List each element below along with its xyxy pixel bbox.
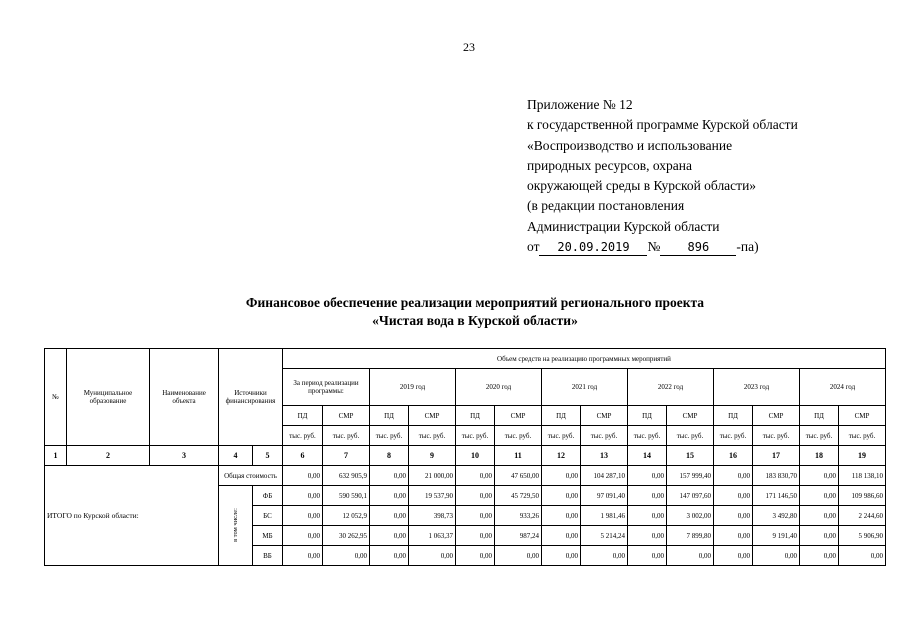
column-number: 16 — [714, 446, 753, 466]
header-unit: тыс. руб. — [628, 426, 667, 446]
value-cell: 157 999,40 — [667, 466, 714, 486]
column-number: 18 — [800, 446, 839, 466]
column-number: 7 — [323, 446, 370, 466]
table-title-line2: «Чистая вода в Курской области» — [372, 313, 578, 328]
value-cell: 0,00 — [323, 546, 370, 566]
value-cell: 118 138,10 — [839, 466, 886, 486]
appendix-line: Приложение № 12 — [527, 97, 633, 112]
column-number: 12 — [542, 446, 581, 466]
value-cell: 0,00 — [370, 506, 409, 526]
value-cell: 590 590,1 — [323, 486, 370, 506]
header-volume: Объем средств на реализацию программных мероприятий — [283, 349, 886, 369]
appendix-line: (в редакции постановления — [527, 198, 685, 214]
value-cell: 0,00 — [542, 546, 581, 566]
value-cell: 12 052,9 — [323, 506, 370, 526]
including-cell — [219, 486, 253, 566]
total-label: ИТОГО по Курской области: — [45, 466, 219, 566]
page-number: 23 — [463, 40, 475, 54]
value-cell: 933,26 — [495, 506, 542, 526]
value-cell: 987,24 — [495, 526, 542, 546]
value-cell: 19 537,90 — [409, 486, 456, 506]
header-unit: тыс. руб. — [839, 426, 886, 446]
column-number: 11 — [495, 446, 542, 466]
value-cell: 0,00 — [839, 546, 886, 566]
value-cell: 0,00 — [581, 546, 628, 566]
column-number: 6 — [283, 446, 323, 466]
header-unit: тыс. руб. — [495, 426, 542, 446]
header-pd: ПД — [283, 406, 323, 426]
header-unit: тыс. руб. — [800, 426, 839, 446]
value-cell: 2 244,60 — [839, 506, 886, 526]
value-cell: 1 981,46 — [581, 506, 628, 526]
value-cell: 45 729,50 — [495, 486, 542, 506]
header-year: 2021 год — [542, 369, 628, 406]
column-number: 8 — [370, 446, 409, 466]
value-cell: 0,00 — [283, 526, 323, 546]
value-cell: 398,73 — [409, 506, 456, 526]
header-year: 2022 год — [628, 369, 714, 406]
value-cell: 30 262,95 — [323, 526, 370, 546]
header-unit: тыс. руб. — [581, 426, 628, 446]
column-number: 4 — [219, 446, 253, 466]
value-cell: 0,00 — [714, 466, 753, 486]
column-number: 2 — [67, 446, 150, 466]
value-cell: 0,00 — [542, 486, 581, 506]
value-cell: 0,00 — [283, 486, 323, 506]
table-title-line1: Финансовое обеспечение реализации мероприятий регионального проекта — [245, 295, 705, 310]
value-cell: 0,00 — [628, 506, 667, 526]
appendix-line: «Воспроизводство и использование — [527, 137, 733, 153]
header-pd: ПД — [456, 406, 495, 426]
header-year: 2024 год — [800, 369, 886, 406]
header-smr: СМР — [581, 406, 628, 426]
value-cell: 0,00 — [456, 546, 495, 566]
appendix-line: к государственной программе Курской области — [527, 117, 798, 133]
header-year: 2020 год — [456, 369, 542, 406]
source-cell: ВБ — [253, 546, 283, 566]
value-cell: 1 063,37 — [409, 526, 456, 546]
value-cell: 109 986,60 — [839, 486, 886, 506]
value-cell: 5 906,90 — [839, 526, 886, 546]
value-cell: 147 097,60 — [667, 486, 714, 506]
header-unit: тыс. руб. — [667, 426, 714, 446]
value-cell: 0,00 — [283, 506, 323, 526]
value-cell: 0,00 — [456, 526, 495, 546]
header-unit: тыс. руб. — [542, 426, 581, 446]
column-number: 1 — [45, 446, 67, 466]
source-cell: Общая стоимость — [219, 466, 283, 486]
value-cell: 7 899,80 — [667, 526, 714, 546]
appendix-line: окружающей среды в Курской области» — [527, 178, 757, 194]
source-cell: ФБ — [253, 486, 283, 506]
header-object: Наименование объекта — [150, 349, 219, 446]
value-cell: 0,00 — [456, 506, 495, 526]
column-number: 3 — [150, 446, 219, 466]
header-year: 2023 год — [714, 369, 800, 406]
header-unit: тыс. руб. — [409, 426, 456, 446]
header-period: За период реализации программы: — [283, 369, 370, 406]
header-smr: СМР — [495, 406, 542, 426]
header-unit: тыс. руб. — [753, 426, 800, 446]
value-cell: 0,00 — [370, 486, 409, 506]
value-cell: 0,00 — [753, 546, 800, 566]
column-number: 14 — [628, 446, 667, 466]
value-cell: 0,00 — [628, 546, 667, 566]
column-number: 19 — [839, 446, 886, 466]
value-cell: 0,00 — [542, 526, 581, 546]
value-cell: 0,00 — [283, 546, 323, 566]
value-cell: 47 650,00 — [495, 466, 542, 486]
column-number: 9 — [409, 446, 456, 466]
value-cell: 9 191,40 — [753, 526, 800, 546]
value-cell: 0,00 — [628, 526, 667, 546]
number-prefix: № — [647, 239, 661, 255]
appendix-line: природных ресурсов, охрана — [527, 157, 692, 173]
header-unit: тыс. руб. — [323, 426, 370, 446]
value-cell: 0,00 — [370, 466, 409, 486]
decree-suffix: -па) — [736, 239, 759, 255]
value-cell: 97 091,40 — [581, 486, 628, 506]
header-smr: СМР — [753, 406, 800, 426]
header-unit: тыс. руб. — [714, 426, 753, 446]
header-pd: ПД — [370, 406, 409, 426]
value-cell: 0,00 — [628, 466, 667, 486]
header-unit: тыс. руб. — [283, 426, 323, 446]
value-cell: 0,00 — [714, 526, 753, 546]
date-prefix: от — [527, 239, 540, 255]
table-row — [45, 466, 886, 486]
value-cell: 0,00 — [800, 506, 839, 526]
appendix-line: Администрации Курской области — [527, 218, 720, 234]
column-number: 10 — [456, 446, 495, 466]
value-cell: 0,00 — [409, 546, 456, 566]
column-number: 17 — [753, 446, 800, 466]
header-smr: СМР — [409, 406, 456, 426]
value-cell: 171 146,50 — [753, 486, 800, 506]
header-no: № — [45, 349, 67, 446]
value-cell: 0,00 — [714, 506, 753, 526]
value-cell: 0,00 — [370, 526, 409, 546]
column-number: 5 — [253, 446, 283, 466]
source-cell: МБ — [253, 526, 283, 546]
value-cell: 0,00 — [456, 466, 495, 486]
value-cell: 0,00 — [800, 526, 839, 546]
including-label: в том числе: — [232, 507, 239, 542]
value-cell: 0,00 — [714, 546, 753, 566]
value-cell: 0,00 — [800, 546, 839, 566]
header-unit: тыс. руб. — [456, 426, 495, 446]
header-pd: ПД — [800, 406, 839, 426]
header-pd: ПД — [628, 406, 667, 426]
value-cell: 3 492,80 — [753, 506, 800, 526]
header-pd: ПД — [714, 406, 753, 426]
appendix-date-line — [527, 237, 798, 257]
value-cell: 0,00 — [456, 486, 495, 506]
column-number: 15 — [667, 446, 714, 466]
value-cell: 104 287,10 — [581, 466, 628, 486]
value-cell: 0,00 — [283, 466, 323, 486]
value-cell: 3 002,00 — [667, 506, 714, 526]
header-pd: ПД — [542, 406, 581, 426]
column-number-row — [45, 446, 886, 466]
value-cell: 632 905,9 — [323, 466, 370, 486]
value-cell: 0,00 — [800, 486, 839, 506]
decree-date: 20.09.2019 — [539, 240, 647, 256]
header-unit: тыс. руб. — [370, 426, 409, 446]
header-municipality: Муниципальное образование — [67, 349, 150, 446]
value-cell: 0,00 — [370, 546, 409, 566]
decree-number: 896 — [660, 240, 736, 256]
value-cell: 0,00 — [628, 486, 667, 506]
source-cell: БС — [253, 506, 283, 526]
header-smr: СМР — [323, 406, 370, 426]
header-sources: Источники финансирования — [219, 349, 283, 446]
value-cell: 0,00 — [714, 486, 753, 506]
header-smr: СМР — [667, 406, 714, 426]
value-cell: 0,00 — [495, 546, 542, 566]
value-cell: 0,00 — [542, 466, 581, 486]
value-cell: 0,00 — [542, 506, 581, 526]
column-number: 13 — [581, 446, 628, 466]
header-year: 2019 год — [370, 369, 456, 406]
appendix-block — [527, 95, 798, 257]
value-cell: 0,00 — [800, 466, 839, 486]
value-cell: 0,00 — [667, 546, 714, 566]
financing-table — [44, 348, 886, 566]
value-cell: 21 000,00 — [409, 466, 456, 486]
value-cell: 183 830,70 — [753, 466, 800, 486]
value-cell: 5 214,24 — [581, 526, 628, 546]
header-smr: СМР — [839, 406, 886, 426]
